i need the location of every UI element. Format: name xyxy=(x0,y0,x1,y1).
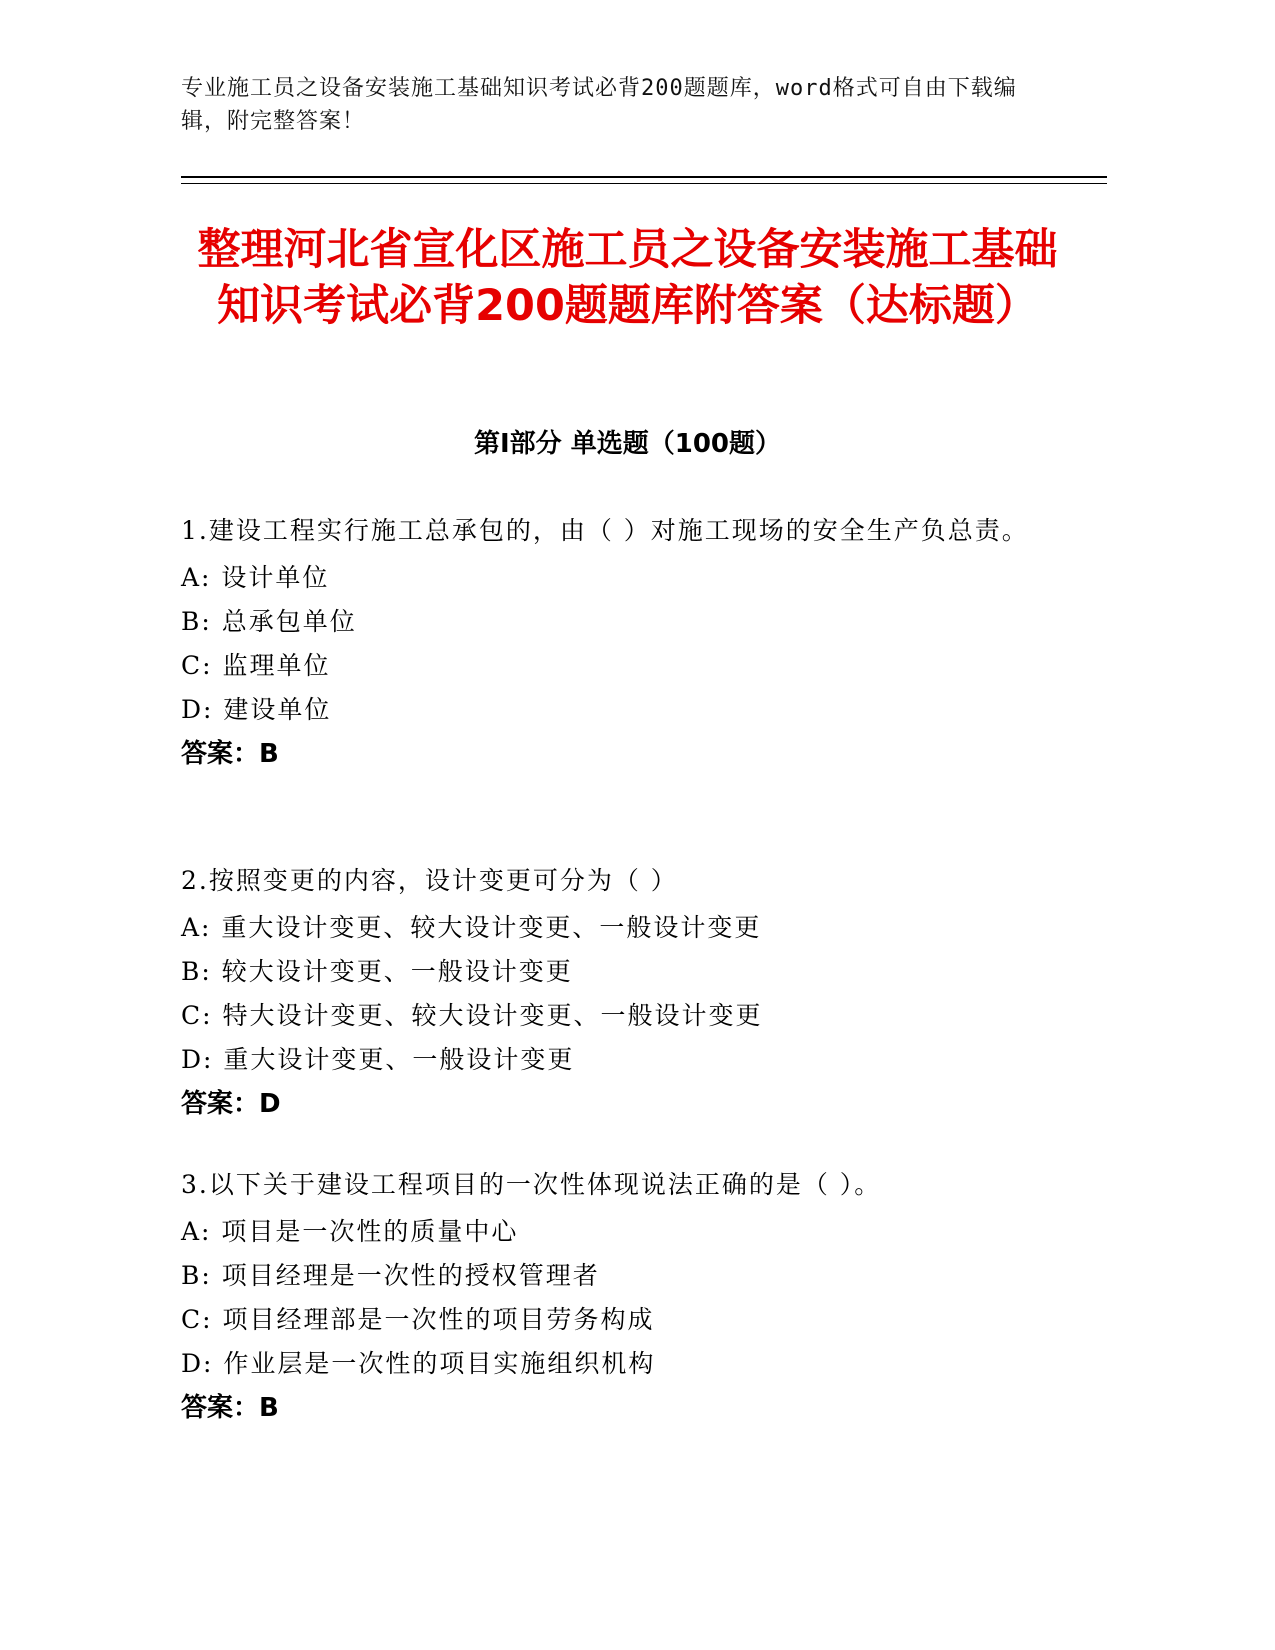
answer: 答案：D xyxy=(181,1089,281,1119)
answer: 答案：B xyxy=(181,739,279,769)
option-a: A: 项目是一次性的质量中心 xyxy=(181,1217,519,1246)
option-c: C: 项目经理部是一次性的项目劳务构成 xyxy=(181,1305,655,1334)
option-d: D: 重大设计变更、一般设计变更 xyxy=(181,1045,575,1074)
option-d: D: 建设单位 xyxy=(181,695,332,724)
option-b: B: 总承包单位 xyxy=(181,607,357,636)
option-b: B: 较大设计变更、一般设计变更 xyxy=(181,957,573,986)
question-2 xyxy=(181,856,1061,1126)
header-divider-thick xyxy=(181,176,1107,178)
answer: 答案：B xyxy=(181,1393,279,1423)
option-a: A: 重大设计变更、较大设计变更、一般设计变更 xyxy=(181,913,762,942)
document-title: 整理河北省宣化区施工员之设备安装施工基础知识考试必背200题题库附答案（达标题） xyxy=(197,225,1058,331)
section-title: 第I部分 单选题（100题） xyxy=(474,429,781,459)
question-stem: 3.以下关于建设工程项目的一次性体现说法正确的是（ ）。 xyxy=(181,1170,882,1199)
header-divider-thin xyxy=(181,183,1107,184)
option-c: C: 监理单位 xyxy=(181,651,331,680)
header-note: 专业施工员之设备安装施工基础知识考试必背200题题库，word格式可自由下载编辑，附完整答案！ xyxy=(181,76,1017,134)
option-a: A: 设计单位 xyxy=(181,563,330,592)
option-d: D: 作业层是一次性的项目实施组织机构 xyxy=(181,1349,656,1378)
question-stem: 2.按照变更的内容，设计变更可分为（ ） xyxy=(181,866,678,895)
question-3 xyxy=(181,1160,1061,1430)
question-1 xyxy=(181,506,1061,776)
question-stem: 1.建设工程实行施工总承包的，由（ ）对施工现场的安全生产负总责。 xyxy=(181,516,1029,545)
option-c: C: 特大设计变更、较大设计变更、一般设计变更 xyxy=(181,1001,763,1030)
option-b: B: 项目经理是一次性的授权管理者 xyxy=(181,1261,600,1290)
